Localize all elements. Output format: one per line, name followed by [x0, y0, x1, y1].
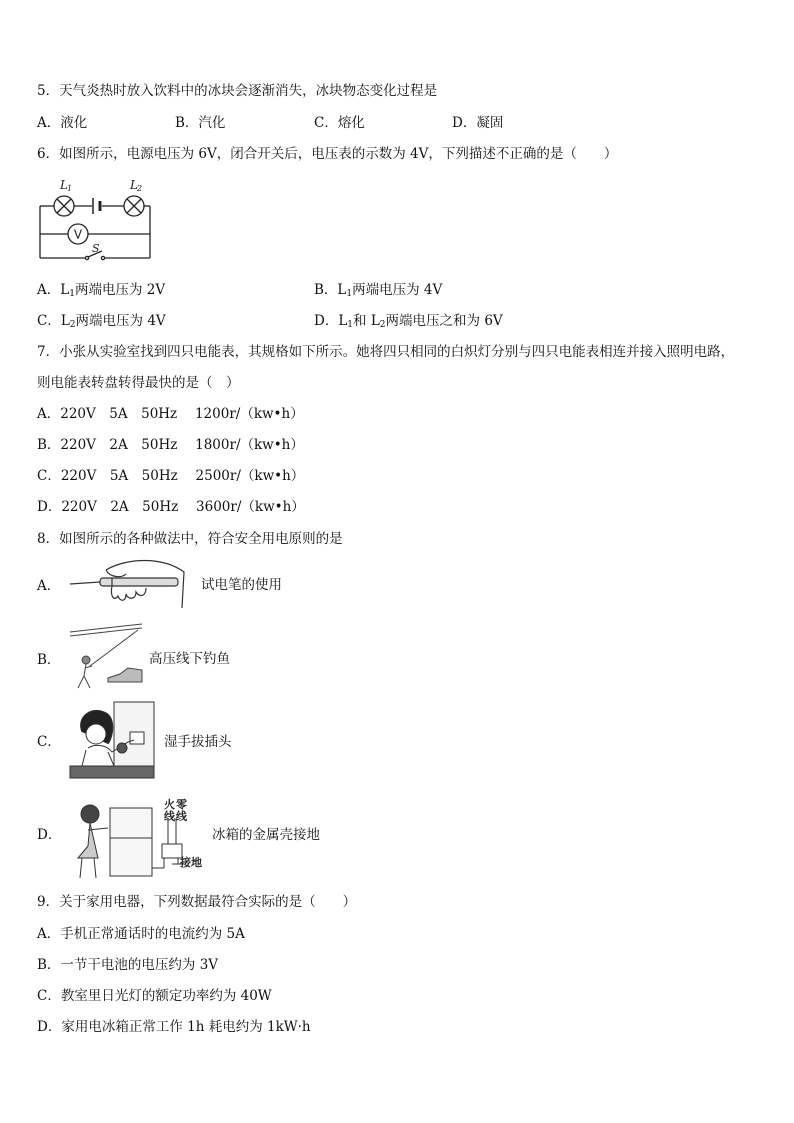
label-wire1: 线 [164, 810, 175, 823]
q9-option-b: B．一节干电池的电压约为 3V [37, 957, 219, 973]
q6-option-b: B．$L_1$两端电压为 4V [314, 282, 443, 299]
label-l2-sub: 2 [137, 184, 143, 193]
q7-stem-line1: 7．小张从实验室找到四只电能表，其规格如下所示。她将四只相同的白炽灯分别与四只电能表相连并接入照明电路， [37, 344, 735, 360]
q8-c-letter: C． [37, 734, 61, 750]
q5-option-b: B．汽化 [175, 115, 226, 131]
voltmeter-icon [68, 224, 88, 244]
q6-circuit-diagram [36, 176, 156, 264]
label-wire2: 线 [176, 810, 187, 823]
q6-stem: 6．如图所示，电源电压为 6V，闭合开关后，电压表的示数为 4V，下列描述不正确的是（ ） [37, 146, 618, 162]
q5-stem: 5．天气炎热时放入饮料中的冰块会逐渐消失，冰块物态变化过程是 [37, 83, 438, 99]
label-l1: L [60, 178, 68, 192]
fishing-under-power-line-image [68, 622, 144, 694]
voltmeter-label: V [73, 227, 83, 242]
wet-hand-unplug-image [68, 700, 160, 780]
label-switch: S [92, 242, 100, 255]
q8-b-letter: B． [37, 652, 61, 668]
label-neutral: 零 [176, 798, 187, 811]
q8-c-caption: 湿手拔插头 [164, 734, 232, 750]
q8-a-letter: A． [37, 578, 61, 594]
lamp-l1-icon [54, 196, 74, 216]
q9-option-d: D．家用电冰箱正常工作 1h 耗电约为 1kW·h [37, 1019, 311, 1035]
q6-option-d: D．$L_1$和 $L_2$两端电压之和为 6V [314, 313, 503, 330]
q5-option-d: D．凝固 [452, 115, 504, 131]
q7-option-a: A．220V 5A 50Hz 1200r/（kw•h） [37, 406, 304, 422]
q5-option-c: C．熔化 [314, 115, 365, 131]
label-l2: L [130, 178, 138, 192]
q8-b-caption: 高压线下钓鱼 [149, 651, 230, 667]
lamp-l2-icon [124, 196, 144, 216]
q7-stem-line2: 则电能表转盘转得最快的是（ ） [37, 375, 240, 391]
fridge-grounding-image [68, 798, 212, 882]
q9-stem: 9．关于家用电器，下列数据最符合实际的是（ ） [37, 894, 357, 910]
q7-option-c: C．220V 5A 50Hz 2500r/（kw•h） [37, 468, 305, 484]
label-ground: 接地 [180, 856, 202, 869]
label-l1-sub: 1 [67, 184, 73, 193]
q7-option-d: D．220V 2A 50Hz 3600r/（kw•h） [37, 499, 305, 515]
q8-d-caption: 冰箱的金属壳接地 [212, 827, 320, 843]
battery-icon [93, 198, 100, 214]
q9-option-c: C．教室里日光灯的额定功率约为 40W [37, 988, 272, 1004]
q8-stem: 8．如图所示的各种做法中，符合安全用电原则的是 [37, 531, 343, 547]
label-live: 火 [164, 798, 175, 811]
q8-d-letter: D． [37, 827, 62, 843]
q7-option-b: B．220V 2A 50Hz 1800r/（kw•h） [37, 437, 304, 453]
q5-option-a: A．液化 [37, 115, 88, 131]
q9-option-a: A．手机正常通话时的电流约为 5A [37, 926, 245, 942]
q6-option-a: A．$L_1$两端电压为 2V [37, 282, 166, 299]
q8-a-caption: 试电笔的使用 [201, 577, 282, 593]
test-pen-hand-image [66, 552, 192, 618]
q6-option-c: C．$L_2$两端电压为 4V [37, 313, 166, 330]
